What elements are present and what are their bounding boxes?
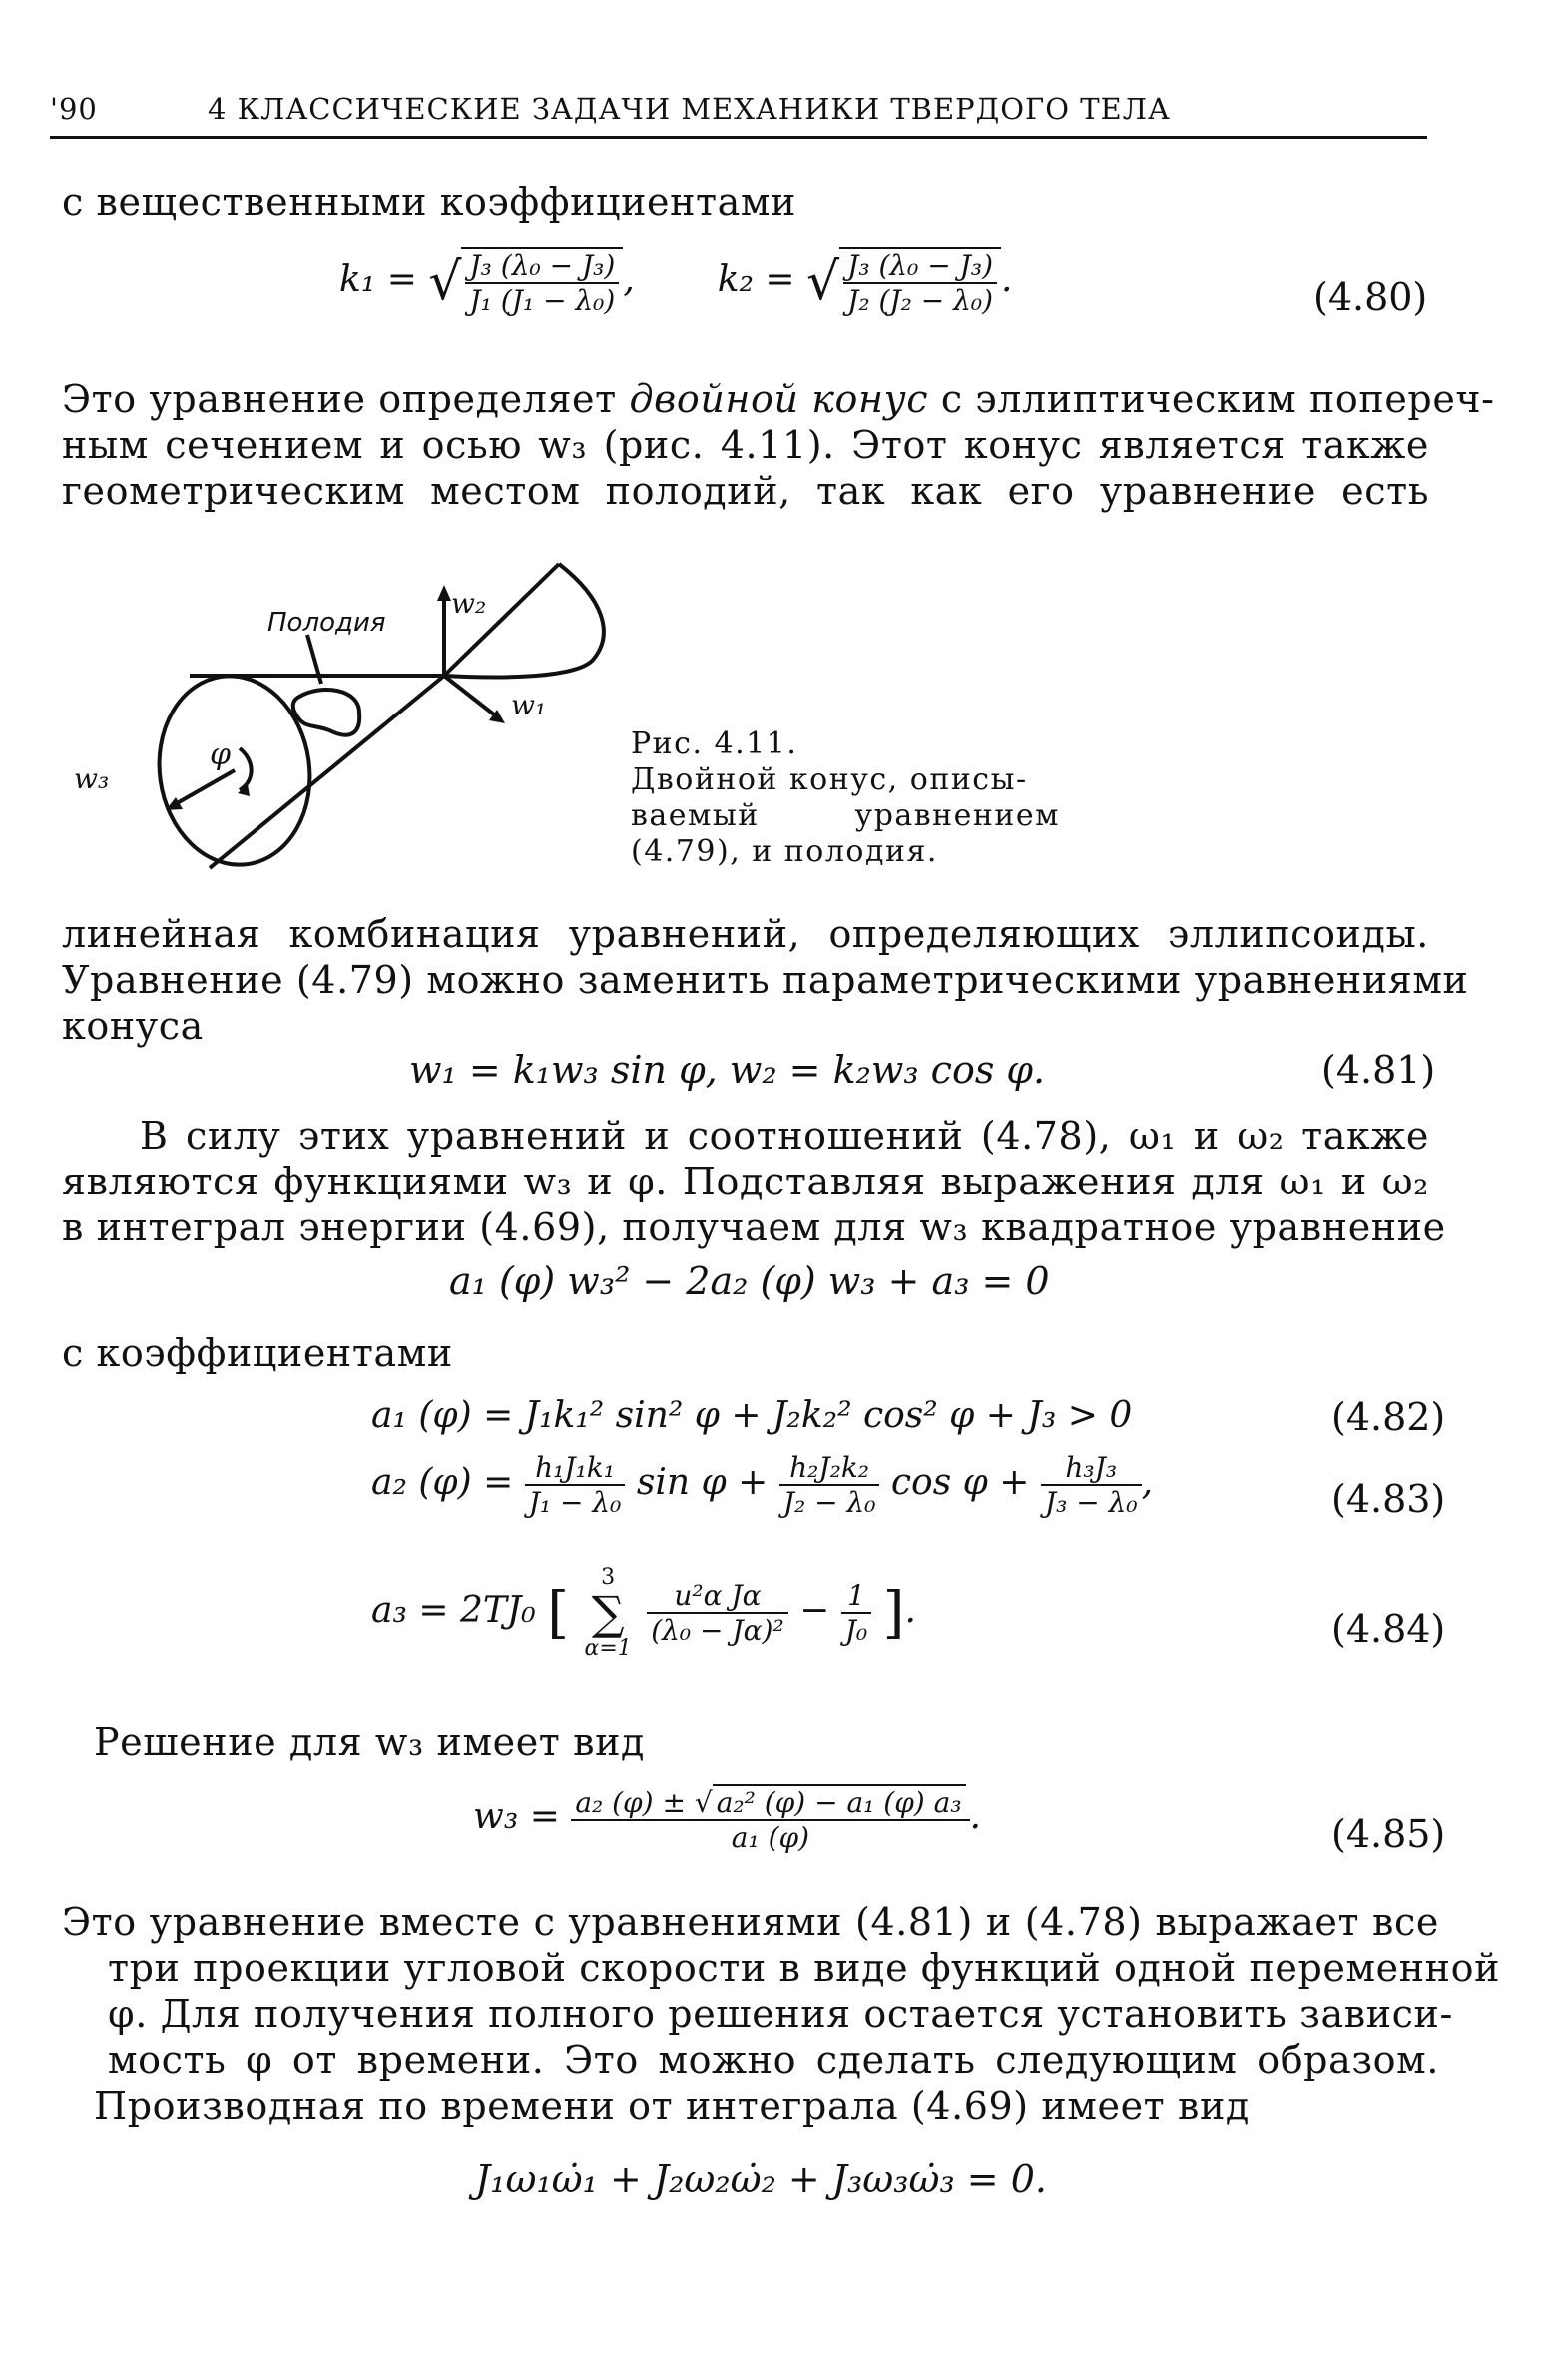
paragraph-coefficients: с коэффициентами [62, 1331, 453, 1375]
a2-term3-numerator: h₃J₃ [1041, 1451, 1142, 1486]
cone-far-edge [444, 564, 559, 676]
w3-fraction [571, 1784, 969, 1854]
a3-inverse-fraction [841, 1579, 871, 1647]
k2-fraction [839, 247, 1001, 317]
k1-lhs: k₁ = [339, 259, 417, 300]
paragraph-final-line2 [108, 1946, 1501, 1990]
left-bracket: [ [547, 1580, 570, 1646]
paragraph-final-line1 [62, 1900, 1439, 1944]
para4-line1: В силу этих уравнений и соотношений (4.78), ω₁ и ω₂ также [140, 1114, 1429, 1158]
k2-denominator: J₂ (J₂ − λ₀) [847, 284, 994, 317]
w3-tail: . [969, 1796, 982, 1837]
label-phi: φ [210, 737, 232, 772]
phi-arc-icon [240, 748, 252, 790]
a2-term3-denominator: J₃ − λ₀ [1044, 1486, 1138, 1519]
equation-4-81: w₁ = k₁w₃ sin φ, w₂ = k₂w₃ cos φ. [409, 1048, 1046, 1092]
equation-4-84: a₃ = 2TJ₀ [ 3 ∑ α=1 $\frac{\text{u²α Jα}}{\text{(λ₀ − Jα)²}}$ − $\frac{1}{\text{J₀}}$ ]. [371, 1565, 916, 1661]
equation-number-4-82: (4.82) [1331, 1395, 1446, 1439]
paragraph-linear-line1 [62, 912, 1429, 956]
equation-4-85 [473, 1784, 981, 1854]
a3-inverse-denominator: J₀ [844, 1614, 868, 1647]
para2-text-b: с эллиптическим попереч- [928, 377, 1495, 421]
axis-w1 [444, 676, 499, 718]
sum-upper-limit: 3 [601, 1565, 616, 1590]
paragraph-final-line3 [108, 1992, 1453, 2036]
paragraph-functions-line1 [140, 1114, 1429, 1158]
paragraph-linear-line3: конуса [62, 1004, 204, 1048]
a2-term2-denominator: J₂ − λ₀ [782, 1486, 876, 1519]
a3-inverse-numerator: 1 [841, 1579, 871, 1614]
a2-lhs: a₂ (φ) = [371, 1462, 514, 1503]
k1-numerator: J₃ (λ₀ − J₃) [465, 249, 619, 284]
equation-number-4-81: (4.81) [1321, 1048, 1436, 1092]
a2-term1-denominator: J₁ − λ₀ [528, 1486, 622, 1519]
right-bracket: ] [882, 1580, 905, 1646]
axis-w3 [172, 770, 235, 806]
a3-main-fraction [647, 1579, 787, 1647]
paragraph-cone-line2 [62, 423, 1429, 467]
sqrt-sign-icon: √ [428, 252, 462, 312]
equation-number-4-83: (4.83) [1331, 1477, 1446, 1521]
para7-line3: φ. Для получения полного решения остается установить зависи- [108, 1992, 1453, 2036]
sqrt-sign-icon: √ [806, 252, 840, 312]
k2-numerator: J₃ (λ₀ − J₃) [843, 249, 997, 284]
para3-line1: линейная комбинация уравнений, определяющих эллипсоиды. [62, 912, 1429, 956]
caption-line3: ваемый уравнением [631, 798, 1060, 833]
cone-lower-edge [210, 676, 444, 868]
sum-lower-limit: α=1 [584, 1636, 632, 1661]
caption-line4: (4.79), и полодия. [631, 834, 938, 869]
para7-line4: мость φ от времени. Это можно сделать следующим образом. [108, 2038, 1439, 2082]
w3-root: a₂² (φ) − a₁ (φ) a₃ [713, 1784, 966, 1819]
a2-term2-fraction [779, 1451, 880, 1519]
equation-number-4-84: (4.84) [1331, 1607, 1446, 1651]
w3-lhs: w₃ = [473, 1796, 560, 1837]
paragraph-solution: Решение для w₃ имеет вид [94, 1720, 646, 1764]
w3-denominator: a₁ (φ) [731, 1821, 810, 1854]
page-number: '90 [50, 92, 98, 126]
a3-tail: . [904, 1590, 916, 1631]
para2-text-a: Это уравнение определяет [62, 377, 630, 421]
equation-quadratic: a₁ (φ) w₃² − 2a₂ (φ) w₃ + a₃ = 0 [449, 1259, 1050, 1303]
label-w3: w₃ [74, 762, 110, 795]
figure-caption [631, 726, 1060, 870]
equation-4-80: k₁ = √ $\frac{\text{J₃ (λ₀ − J₃)}}{\text{J₁ (J₁ − λ₀)}}$ , k₂ = √ $\frac{\text{J₃ (λ₀ − J₃)}}{\text{J₂ (J₂ − λ₀)}}$ . [339, 249, 1013, 317]
k1-fraction [461, 247, 623, 317]
equation-4-82: a₁ (φ) = J₁k₁² sin² φ + J₂k₂² cos² φ + J₃ > 0 [371, 1395, 1133, 1436]
a2-term2-numerator: h₂J₂k₂ [779, 1451, 880, 1486]
paragraph-cone-line1 [62, 377, 1495, 421]
label-polodiya: Полодия [267, 608, 386, 638]
polodiya-curve [293, 690, 359, 735]
cone-far-nappe [444, 564, 604, 677]
k1-denominator: J₁ (J₁ − λ₀) [469, 284, 616, 317]
w3-numerator-a: a₂ (φ) ± [575, 1786, 686, 1819]
paragraph-final-line5: Производная по времени от интеграла (4.69) имеет вид [94, 2084, 1250, 2128]
header-rule [50, 136, 1427, 139]
running-title: 4 КЛАССИЧЕСКИЕ ЗАДАЧИ МЕХАНИКИ ТВЕРДОГО ТЕЛА [208, 92, 1171, 126]
a3-main-denominator: (λ₀ − Jα)² [651, 1614, 784, 1647]
equation-energy-derivative: J₁ω₁ω̇₁ + J₂ω₂ω̇₂ + J₃ω₃ω̇₃ = 0. [475, 2157, 1047, 2201]
w3-numerator [571, 1784, 969, 1821]
para2-emphasis: двойной конус [629, 377, 929, 421]
label-w1: w₁ [511, 689, 547, 721]
sqrt-sign-icon: √ [694, 1786, 713, 1819]
summation [581, 1565, 636, 1661]
caption-line2: Двойной конус, описы- [631, 762, 1028, 797]
para4-line3: в интеграл энергии (4.69), получаем для w₃ квадратное уравнение [62, 1205, 1446, 1249]
para3-line2: Уравнение (4.79) можно заменить параметрическими уравнениями [62, 958, 1469, 1002]
equation-4-83 [371, 1451, 1153, 1519]
label-w2: w₂ [451, 587, 487, 620]
para4-line2: являются функциями w₃ и φ. Подставляя выражения для ω₁ и ω₂ [62, 1160, 1429, 1203]
paragraph-functions-line2 [62, 1160, 1429, 1203]
paragraph-final-line4 [108, 2038, 1439, 2082]
a2-term1-numerator: h₁J₁k₁ [525, 1451, 626, 1486]
sigma-icon: ∑ [591, 1586, 625, 1640]
a2-term3-tail: , [1141, 1462, 1154, 1503]
para7-line2: три проекции угловой скорости в виде функций одной переменной [108, 1946, 1501, 1990]
paragraph-cone-line3 [62, 469, 1429, 513]
para2-line2: ным сечением и осью w₃ (рис. 4.11). Этот конус является также [62, 423, 1429, 467]
equation-number-4-85: (4.85) [1331, 1812, 1446, 1856]
equation-number-4-80: (4.80) [1313, 275, 1428, 319]
k2-lhs: k₂ = [717, 259, 795, 300]
a2-term1-fraction [525, 1451, 626, 1519]
caption-line1: Рис. 4.11. [631, 726, 798, 761]
a2-term3-fraction [1041, 1451, 1142, 1519]
paragraph-intro: с вещественными коэффициентами [62, 180, 796, 224]
paragraph-linear-line2 [62, 958, 1469, 1002]
para7-line1: Это уравнение вместе с уравнениями (4.81) и (4.78) выражает все [62, 1900, 1439, 1944]
a3-main-numerator: u²α Jα [647, 1579, 787, 1614]
w2-arrowhead-icon [437, 585, 451, 601]
para2-line3: геометрическим местом полодий, так как его уравнение есть [62, 469, 1429, 513]
figure-double-cone [60, 539, 619, 918]
a2-term1-tail: sin φ + [636, 1462, 769, 1503]
paragraph-functions-line3 [62, 1205, 1446, 1249]
a3-lhs: a₃ = 2TJ₀ [371, 1590, 536, 1631]
a2-term2-tail: cos φ + [890, 1462, 1030, 1503]
